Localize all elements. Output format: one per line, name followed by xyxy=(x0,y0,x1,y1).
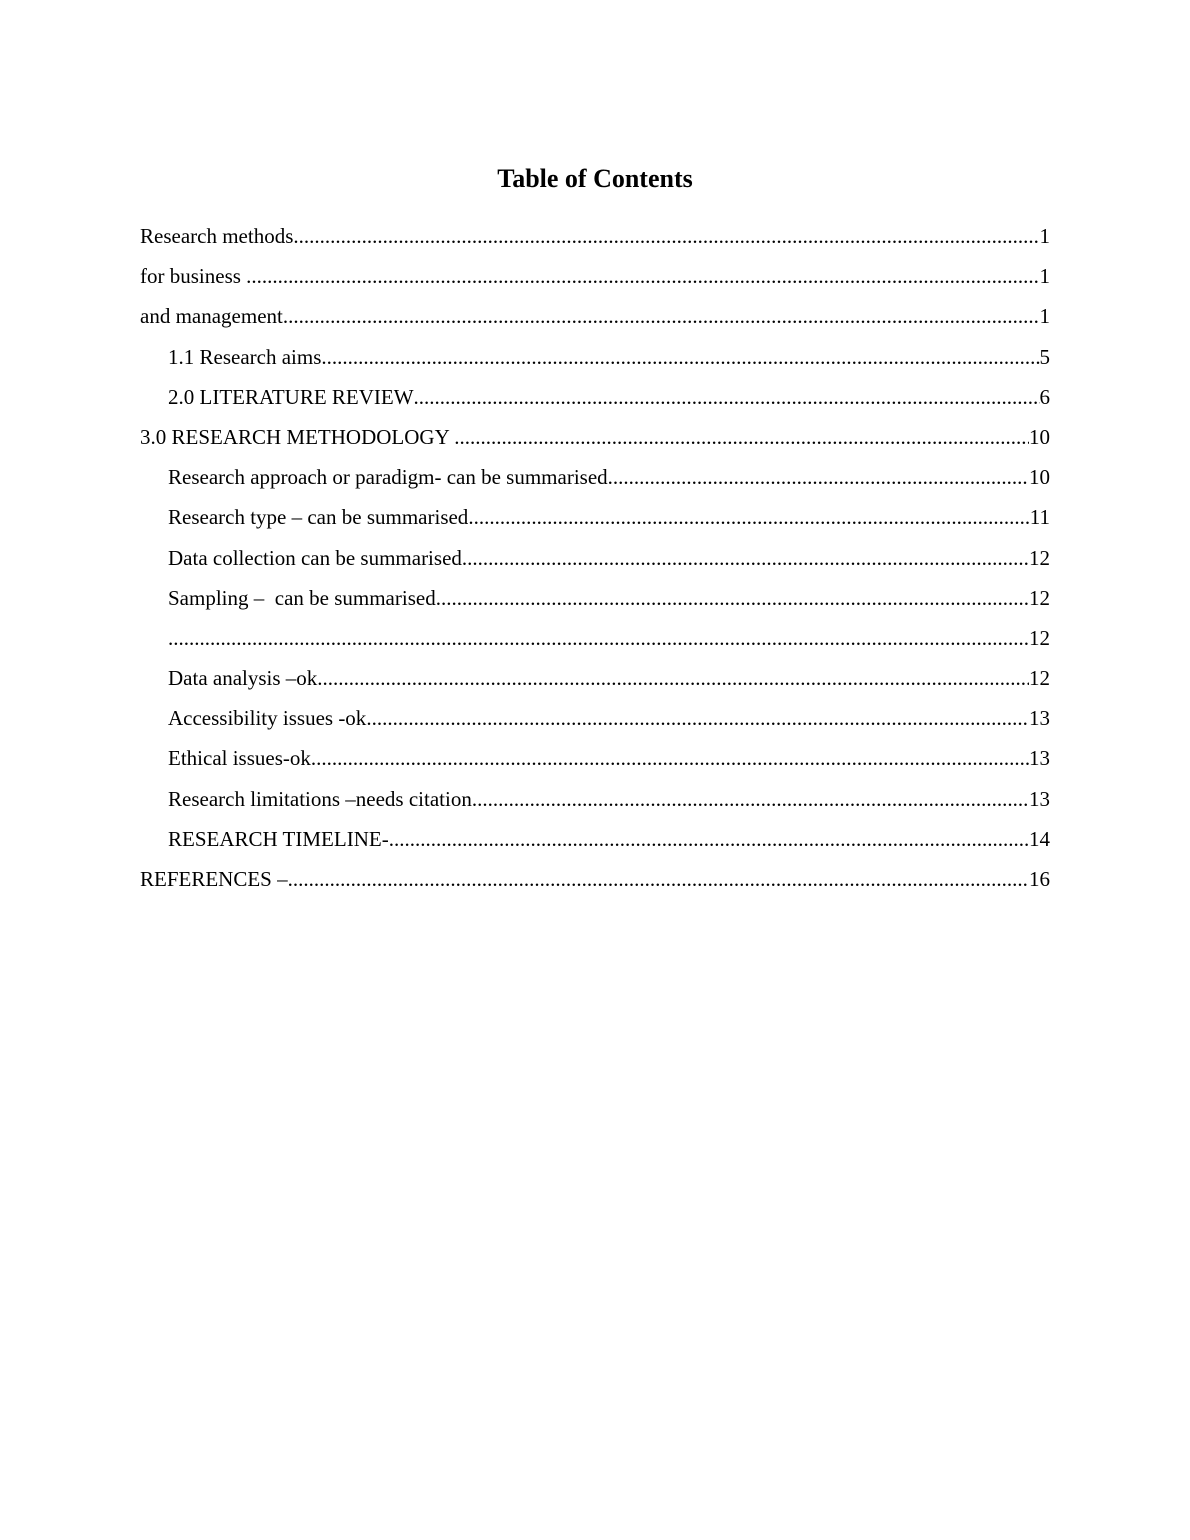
toc-entry[interactable] xyxy=(140,662,1050,702)
toc-entry-text: Data analysis –ok xyxy=(168,666,318,691)
toc-entry-page: 16 xyxy=(1029,867,1050,891)
toc-dot-leader xyxy=(414,381,1040,413)
toc-entry[interactable] xyxy=(140,501,1050,541)
toc-dot-leader xyxy=(317,662,1029,694)
toc-dot-leader xyxy=(472,783,1029,815)
toc-entry[interactable] xyxy=(140,421,1050,461)
toc-dot-leader xyxy=(468,501,1029,533)
toc-entry-page: 13 xyxy=(1029,706,1050,731)
toc-dot-leader xyxy=(454,421,1029,453)
toc-entry-text: RESEARCH TIMELINE- xyxy=(168,826,389,851)
toc-dot-leader xyxy=(293,220,1039,252)
toc-entry-page: 10 xyxy=(1029,465,1050,490)
toc-dot-leader xyxy=(608,461,1029,493)
toc-entry-text: 1.1 Research aims xyxy=(168,344,322,369)
toc-entry-page: 14 xyxy=(1029,826,1050,851)
toc-entry[interactable] xyxy=(140,300,1050,340)
toc-entry-text: Research type – can be summarised xyxy=(168,505,469,530)
toc-dot-leader xyxy=(366,702,1029,734)
toc-dot-leader xyxy=(288,863,1029,895)
toc-entry-page: 13 xyxy=(1029,786,1050,811)
toc-entry[interactable] xyxy=(140,542,1050,582)
toc-entry[interactable] xyxy=(140,823,1050,863)
toc-entry[interactable] xyxy=(140,622,1050,662)
toc-entry-page: 1 xyxy=(1039,264,1050,289)
toc-entry[interactable] xyxy=(140,341,1050,381)
toc-entry-text: Sampling – can be summarised xyxy=(168,585,436,610)
toc-entry[interactable] xyxy=(140,863,1050,903)
toc-entry[interactable] xyxy=(140,783,1050,823)
toc-entry[interactable] xyxy=(140,260,1050,300)
toc-entry[interactable] xyxy=(140,220,1050,260)
toc-entry-text: Data collection can be summarised xyxy=(168,545,462,570)
toc-entry-page: 6 xyxy=(1039,384,1050,409)
toc-dot-leader xyxy=(168,622,1029,654)
toc-entry-page: 12 xyxy=(1029,625,1050,650)
toc-dot-leader xyxy=(311,742,1029,774)
toc-dot-leader xyxy=(462,542,1029,574)
toc-entry-text: for business xyxy=(140,264,247,289)
toc-entry-text: and management xyxy=(140,304,283,329)
toc-entry-text: Research methods xyxy=(140,224,294,248)
toc-title: Table of Contents xyxy=(497,164,693,193)
toc-entry-text: Research limitations –needs citation xyxy=(168,786,472,811)
toc-dot-leader xyxy=(283,300,1040,332)
toc-entry[interactable] xyxy=(140,461,1050,501)
toc-list xyxy=(140,220,1050,903)
toc-entry-text: 3.0 RESEARCH METHODOLOGY xyxy=(140,424,455,449)
toc-entry-page: 13 xyxy=(1029,746,1050,771)
toc-entry-page: 12 xyxy=(1029,545,1050,570)
toc-entry-page: 12 xyxy=(1029,585,1050,610)
toc-entry-text: REFERENCES – xyxy=(140,867,288,891)
toc-dot-leader xyxy=(436,582,1029,614)
toc-entry-page: 1 xyxy=(1039,304,1050,329)
toc-entry-page: 12 xyxy=(1029,666,1050,691)
toc-entry-text: 2.0 LITERATURE REVIEW xyxy=(168,384,414,409)
toc-entry[interactable] xyxy=(140,582,1050,622)
toc-entry-page: 1 xyxy=(1039,224,1050,248)
toc-entry[interactable] xyxy=(140,742,1050,782)
toc-dot-leader xyxy=(389,823,1029,855)
toc-entry-text: Accessibility issues -ok xyxy=(168,706,367,731)
toc-entry-text: Research approach or paradigm- can be summarised xyxy=(168,465,608,490)
toc-entry[interactable] xyxy=(140,702,1050,742)
toc-entry-page: 5 xyxy=(1039,344,1050,369)
toc-entry[interactable] xyxy=(140,381,1050,421)
toc-entry-text: Ethical issues-ok xyxy=(168,746,311,771)
toc-entry-page: 10 xyxy=(1029,424,1050,449)
toc-dot-leader xyxy=(321,341,1039,373)
toc-entry-page: 11 xyxy=(1029,505,1050,530)
toc-dot-leader xyxy=(246,260,1039,292)
